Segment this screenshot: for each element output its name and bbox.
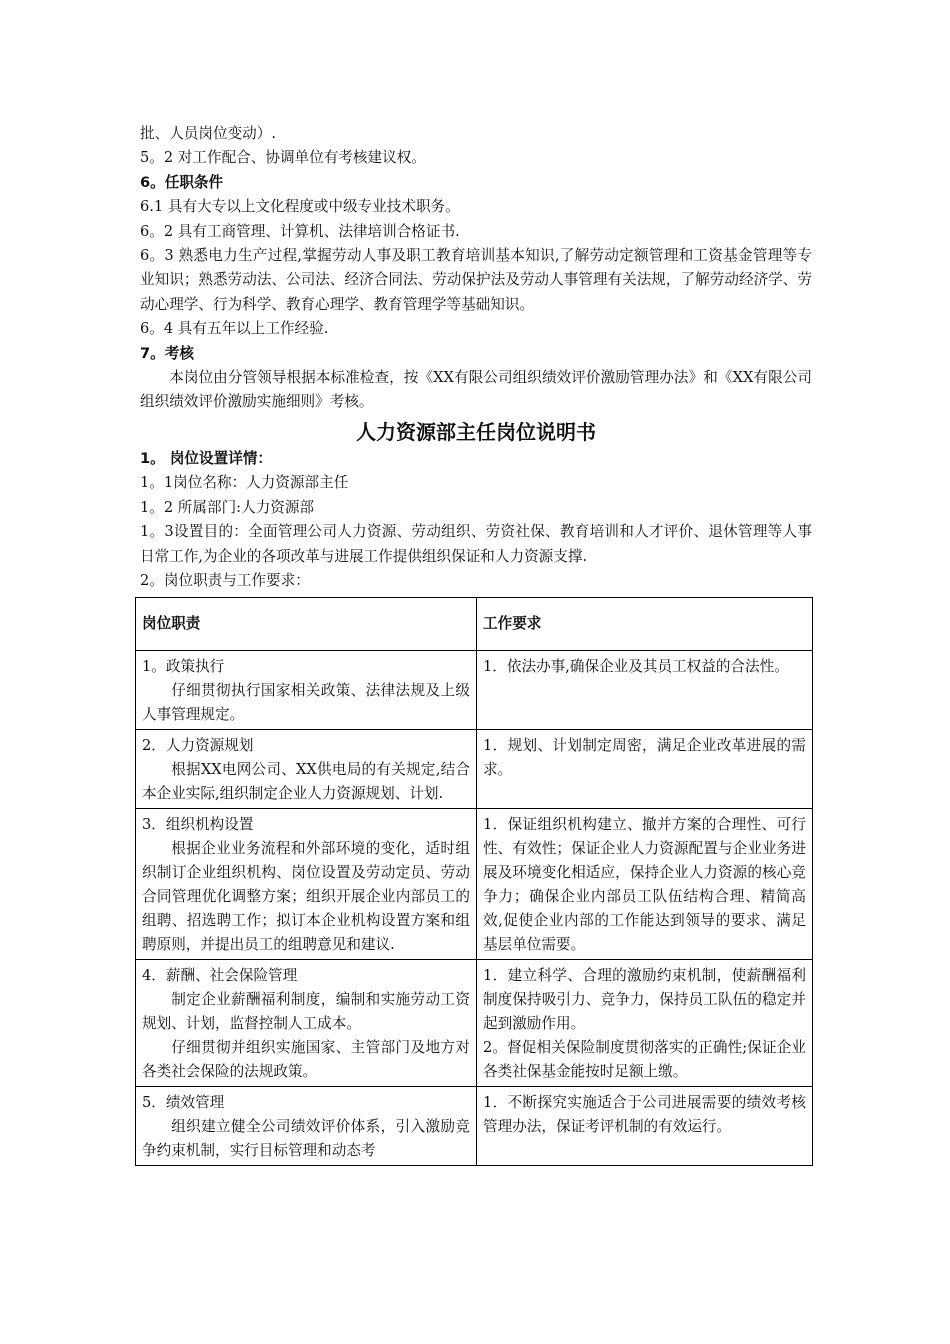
item-6-3: 6。3 熟悉电力生产过程,掌握劳动人事及职工教育培训基本知识,了解劳动定额管理和工资基金管理等专业知识；熟悉劳动法、公司法、经济合同法、劳动保护法及劳动人事管理有关法规，了解劳动经济学、劳动心理学、行为科学、教育心理学、教育管理学等基础知识。 (140, 247, 812, 313)
duty-title: 4．薪酬、社会保险管理 (142, 967, 298, 984)
duty-title: 5．绩效管理 (142, 1094, 225, 1111)
section-7-heading: 7。考核 (140, 344, 194, 362)
table-row (136, 730, 813, 809)
duty-cell (136, 1087, 477, 1166)
requirement-text: 1．不断探究实施适合于公司进展需要的绩效考核管理办法，保证考评机制的有效运行。 (483, 1094, 806, 1135)
requirement-text: 1．建立科学、合理的激励约束机制，使薪酬福利制度保持吸引力、竞争力，保持员工队伍的稳定并起到激励作用。 (483, 967, 806, 1032)
duty-title: 3．组织机构设置 (142, 816, 254, 833)
document-page (140, 122, 812, 593)
position-name: 1。1岗位名称：人力资源部主任 (140, 474, 349, 492)
requirement-text: 2。督促相关保险制度贯彻落实的正确性;保证企业各类社保基金能按时足额上缴。 (483, 1039, 806, 1080)
item-6-2: 6。2 具有工商管理、计算机、法律培训合格证书. (140, 222, 460, 240)
document-title: 人力资源部主任岗位说明书 (356, 419, 596, 444)
table-row (136, 809, 813, 960)
duty-cell (136, 730, 477, 809)
position-heading: 1。 岗位设置详情： (140, 449, 272, 467)
duty-title: 1。政策执行 (142, 658, 225, 675)
duty-body: 根据企业业务流程和外部环境的变化，适时组织制订企业组织机构、岗位设置及劳动定员、劳动合同管理优化调整方案；组织开展企业内部员工的组聘、招选聘工作；拟订本企业机构设置方案和组聘原则，并提出员工的组聘意见和建议. (142, 840, 470, 953)
item-6-4: 6。4 具有五年以上工作经验. (140, 320, 329, 338)
duty-body: 组织建立健全公司绩效评价体系，引入激励竞争约束机制，实行目标管理和动态考 (142, 1118, 470, 1159)
position-department: 1。2 所属部门:人力资源部 (140, 498, 315, 516)
duty-body: 仔细贯彻执行国家相关政策、法律法规及上级人事管理规定。 (142, 682, 470, 723)
table-header-row (136, 598, 813, 651)
requirement-cell (477, 651, 813, 730)
requirement-cell (477, 1087, 813, 1166)
column-header-requirement: 工作要求 (477, 598, 813, 651)
item-5-2: 5。2 对工作配合、协调单位有考核建议权。 (140, 149, 426, 167)
requirement-cell (477, 809, 813, 960)
duties-table (135, 597, 813, 1166)
section-6-heading: 6。任职条件 (140, 173, 224, 191)
position-purpose: 1。3设置目的：全面管理公司人力资源、劳动组织、劳资社保、教育培训和人才评价、退休管理等人事日常工作,为企业的各项改革与进展工作提供组织保证和人力资源支撑. (140, 523, 812, 565)
duty-body: 仔细贯彻并组织实施国家、主管部门及地方对各类社会保险的法规政策。 (142, 1039, 470, 1080)
table-row (136, 1087, 813, 1166)
requirement-text: 1．规划、计划制定周密，满足企业改革进展的需求。 (483, 737, 806, 778)
duty-cell (136, 960, 477, 1087)
duty-title: 2．人力资源规划 (142, 737, 254, 754)
table-row (136, 960, 813, 1087)
table-row (136, 651, 813, 730)
duty-body: 根据XX电网公司、XX供电局的有关规定,结合本企业实际,组织制定企业人力资源规划、计划. (142, 761, 470, 802)
requirement-cell (477, 960, 813, 1087)
duty-cell (136, 809, 477, 960)
column-header-duty: 岗位职责 (136, 598, 477, 651)
section-7-body: 本岗位由分管领导根据本标准检查，按《XX有限公司组织绩效评价激励管理办法》和《XX有限公司组织绩效评价激励实施细则》考核。 (140, 369, 812, 411)
requirement-text: 1．保证组织机构建立、撤并方案的合理性、可行性、有效性；保证企业人力资源配置与企业业务进展及环境变化相适应，保持企业人力资源的核心竞争力；确保企业内部员工队伍结构合理、精简高效,促使企业内部的工作能达到领导的要求、满足基层单位需要。 (483, 816, 806, 953)
requirement-text: 1．依法办事,确保企业及其员工权益的合法性。 (483, 658, 789, 675)
duties-heading: 2。岗位职责与工作要求： (140, 571, 310, 589)
duty-body: 制定企业薪酬福利制度，编制和实施劳动工资规划、计划，监督控制人工成本。 (142, 991, 470, 1032)
requirement-cell (477, 730, 813, 809)
continued-line: 批、人员岗位变动）. (140, 125, 276, 142)
item-6-1: 6.1 具有大专以上文化程度或中级专业技术职务。 (140, 198, 460, 216)
duty-cell (136, 651, 477, 730)
